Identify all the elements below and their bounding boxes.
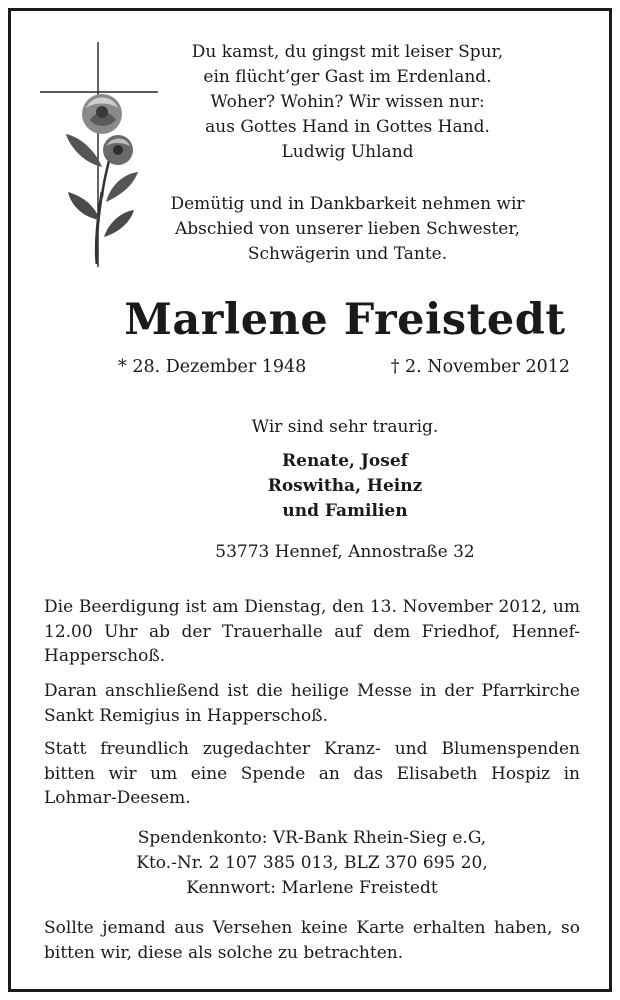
funeral-paragraph: Die Beerdigung ist am Dienstag, den 13. November 2012, um 12.00 Uhr ab der Trauerhalle auf dem Friedhof, Hennef-Happerschoß.: [44, 597, 580, 666]
death-date: † 2. November 2012: [390, 357, 570, 377]
thanks-line: Schwägerin und Tante.: [247, 244, 448, 264]
poem-line: ein flücht’ger Gast im Erdenland.: [203, 67, 492, 87]
poem-author: Ludwig Uhland: [281, 142, 414, 162]
birth-date: * 28. Dezember 1948: [118, 357, 307, 377]
mourner-address: 53773 Hennef, Annostraße 32: [215, 542, 475, 562]
mourner-names: [100, 449, 590, 524]
mourner-name: Roswitha, Heinz: [267, 476, 423, 496]
poem-line: aus Gottes Hand in Gottes Hand.: [205, 117, 490, 137]
bank-line: Kto.-Nr. 2 107 385 013, BLZ 370 695 20,: [136, 853, 488, 873]
cross-with-rose-icon: [40, 42, 160, 267]
poem-line: Woher? Wohin? Wir wissen nur:: [210, 92, 485, 112]
closing-paragraph: Sollte jemand aus Versehen keine Karte erhalten haben, so bitten wir, diese als solche zu betrachten.: [44, 918, 580, 963]
bank-line: Kennwort: Marlene Freistedt: [186, 878, 438, 898]
thanks-text: [160, 192, 535, 267]
mourner-name: Renate, Josef: [282, 451, 408, 471]
mass-paragraph: Daran anschließend ist die heilige Messe in der Pfarrkirche Sankt Remigius in Happerschoß.: [44, 681, 580, 726]
thanks-line: Abschied von unserer lieben Schwester,: [175, 219, 520, 239]
donation-paragraph: Statt freundlich zugedachter Kranz- und Blumenspenden bitten wir um eine Spende an das Elisabeth Hospiz in Lohmar-Deesem.: [44, 739, 580, 808]
poem: [160, 40, 535, 165]
sad-line: Wir sind sehr traurig.: [251, 417, 439, 437]
mourner-name: und Familien: [282, 501, 408, 521]
poem-line: Du kamst, du gingst mit leiser Spur,: [191, 42, 504, 62]
bank-line: Spendenkonto: VR-Bank Rhein-Sieg e.G,: [137, 828, 487, 848]
deceased-name: Marlene Freistedt: [124, 295, 566, 345]
thanks-line: Demütig und in Dankbarkeit nehmen wir: [170, 194, 525, 214]
bank-details: [44, 826, 580, 901]
